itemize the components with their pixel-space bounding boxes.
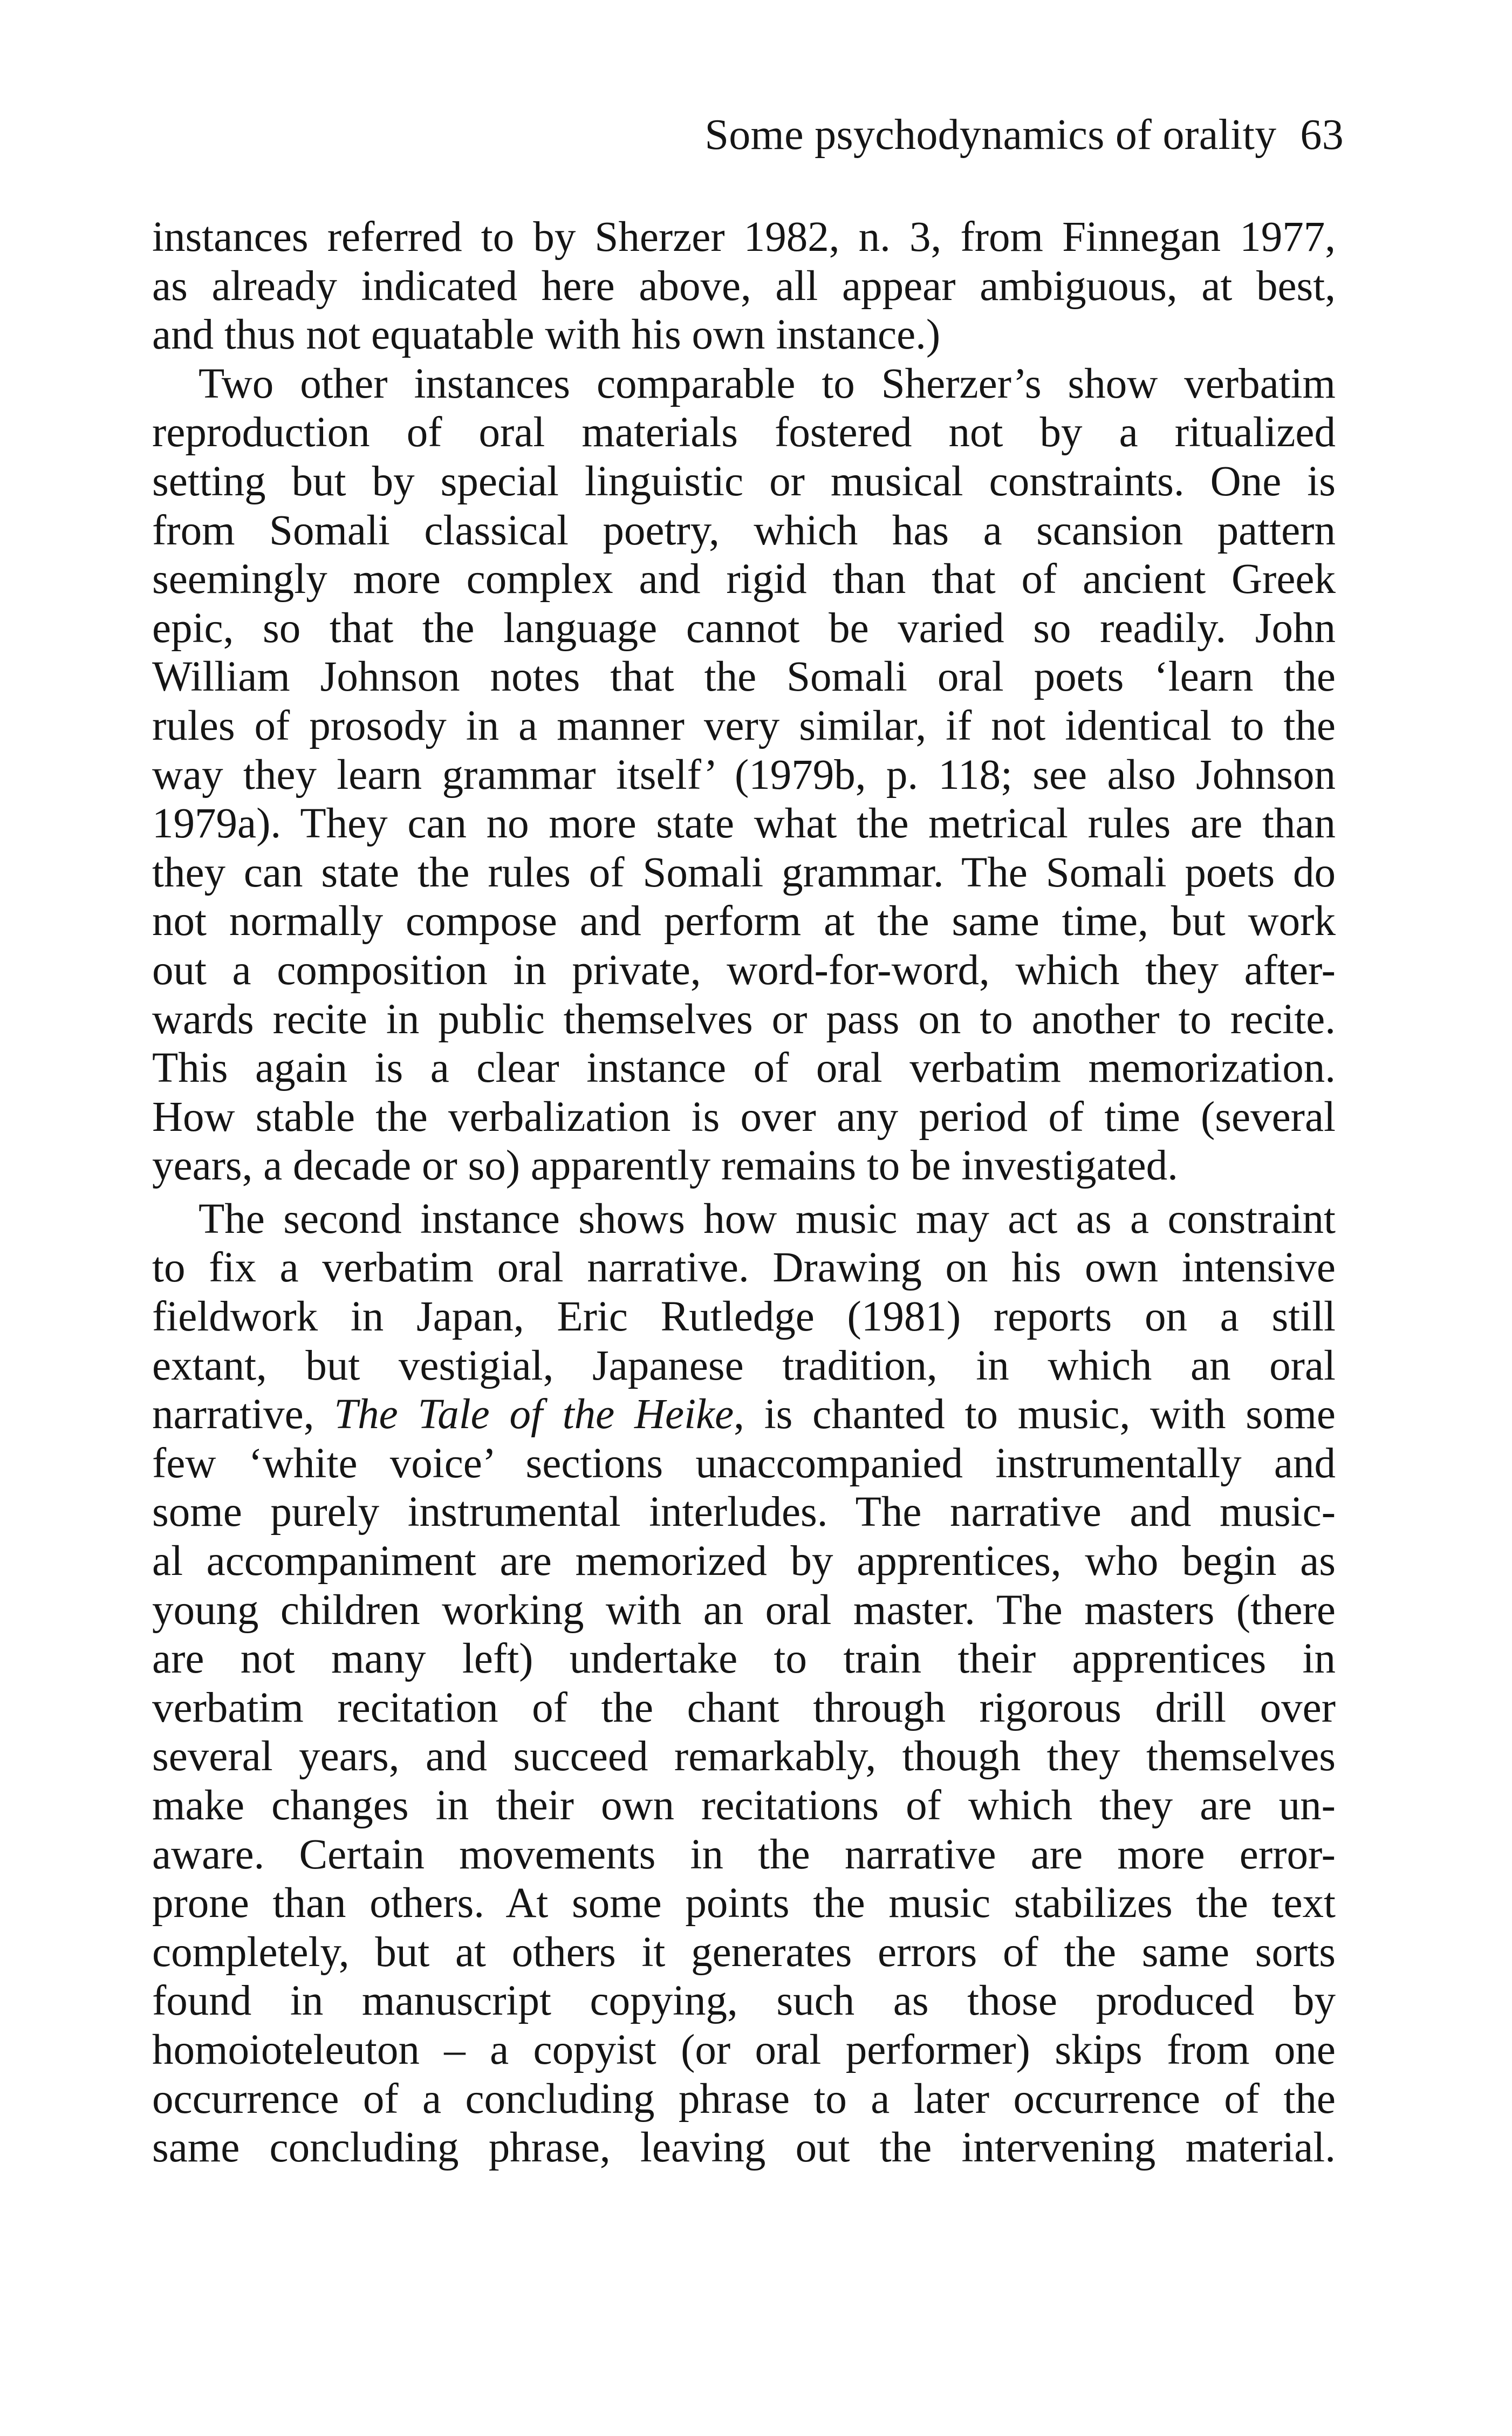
text-line: setting but by special linguistic or musical constraints. One is: [152, 458, 1336, 505]
text-line: extant, but vestigial, Japanese tradition, in which an oral: [152, 1342, 1336, 1389]
text-line: and thus not equatable with his own instance.): [152, 311, 941, 359]
text-line: [152, 1390, 1336, 1439]
text-line: some purely instrumental interludes. The narrative and music-: [152, 1489, 1336, 1536]
text-line: The second instance shows how music may act as a constraint: [199, 1195, 1336, 1243]
text-line: This again is a clear instance of oral verbatim memorization.: [152, 1045, 1336, 1092]
text-line: from Somali classical poetry, which has a scansion pattern: [152, 507, 1336, 554]
text-line: al accompaniment are memorized by apprentices, who begin as: [152, 1538, 1336, 1585]
running-head: [704, 111, 1344, 159]
text-line: epic, so that the language cannot be varied so readily. John: [152, 604, 1336, 652]
text-line: several years, and succeed remarkably, though they themselves: [152, 1733, 1336, 1780]
text-line: years, a decade or so) apparently remains to be investigated.: [152, 1142, 1178, 1190]
text-line: prone than others. At some points the music stabilizes the text: [152, 1880, 1336, 1927]
text-line: wards recite in public themselves or pass on to another to recite.: [152, 995, 1336, 1043]
text-line: not normally compose and perform at the same time, but work: [152, 898, 1336, 945]
paragraph: [152, 213, 1336, 360]
work-title: The Tale of the Heike: [334, 1391, 734, 1438]
paragraph: [152, 360, 1336, 1191]
text-line: are not many left) undertake to train their apprentices in: [152, 1635, 1336, 1683]
text-line: as already indicated here above, all appear ambiguous, at best,: [152, 262, 1336, 310]
text-fragment: narrative,: [152, 1391, 334, 1438]
text-line: Two other instances comparable to Sherzer’s show verbatim: [199, 360, 1336, 407]
text-line: rules of prosody in a manner very similar, if not identical to the: [152, 702, 1336, 749]
running-title: Some psychodynamics of orality: [704, 111, 1277, 159]
text-line: William Johnson notes that the Somali oral poets ‘learn the: [152, 653, 1336, 701]
text-line: verbatim recitation of the chant through rigorous drill over: [152, 1684, 1336, 1731]
text-line: young children working with an oral master. The masters (there: [152, 1586, 1336, 1634]
text-line: few ‘white voice’ sections unaccompanied instrumentally and: [152, 1439, 1336, 1487]
page-number: 63: [1300, 111, 1344, 159]
text-line: reproduction of oral materials fostered not by a ritualized: [152, 409, 1336, 456]
text-line: fieldwork in Japan, Eric Rutledge (1981) reports on a still: [152, 1293, 1336, 1341]
text-line: homoioteleuton – a copyist (or oral performer) skips from one: [152, 2026, 1336, 2073]
text-line: found in manuscript copying, such as those produced by: [152, 1977, 1336, 2025]
text-line: make changes in their own recitations of which they are un-: [152, 1782, 1336, 1829]
body-text: [152, 213, 1336, 2173]
text-line: aware. Certain movements in the narrative are more error-: [152, 1831, 1336, 1878]
text-line: How stable the verbalization is over any period of time (several: [152, 1093, 1336, 1141]
text-line: instances referred to by Sherzer 1982, n. 3, from Finnegan 1977,: [152, 214, 1336, 261]
paragraph: [152, 1195, 1336, 2173]
text-fragment: , is chanted to music, with some: [734, 1391, 1336, 1438]
text-line: way they learn grammar itself’ (1979b, p. 118; see also Johnson: [152, 751, 1336, 799]
text-line: 1979a). They can no more state what the metrical rules are than: [152, 800, 1336, 848]
text-line: completely, but at others it generates errors of the same sorts: [152, 1928, 1336, 1976]
text-line: occurrence of a concluding phrase to a later occurrence of the: [152, 2075, 1336, 2123]
text-line: same concluding phrase, leaving out the intervening material.: [152, 2124, 1336, 2172]
text-line: seemingly more complex and rigid than that of ancient Greek: [152, 556, 1336, 603]
text-line: to fix a verbatim oral narrative. Drawing on his own intensive: [152, 1244, 1336, 1292]
text-line: they can state the rules of Somali grammar. The Somali poets do: [152, 849, 1336, 896]
text-line: out a composition in private, word-for-word, which they after-: [152, 946, 1336, 994]
